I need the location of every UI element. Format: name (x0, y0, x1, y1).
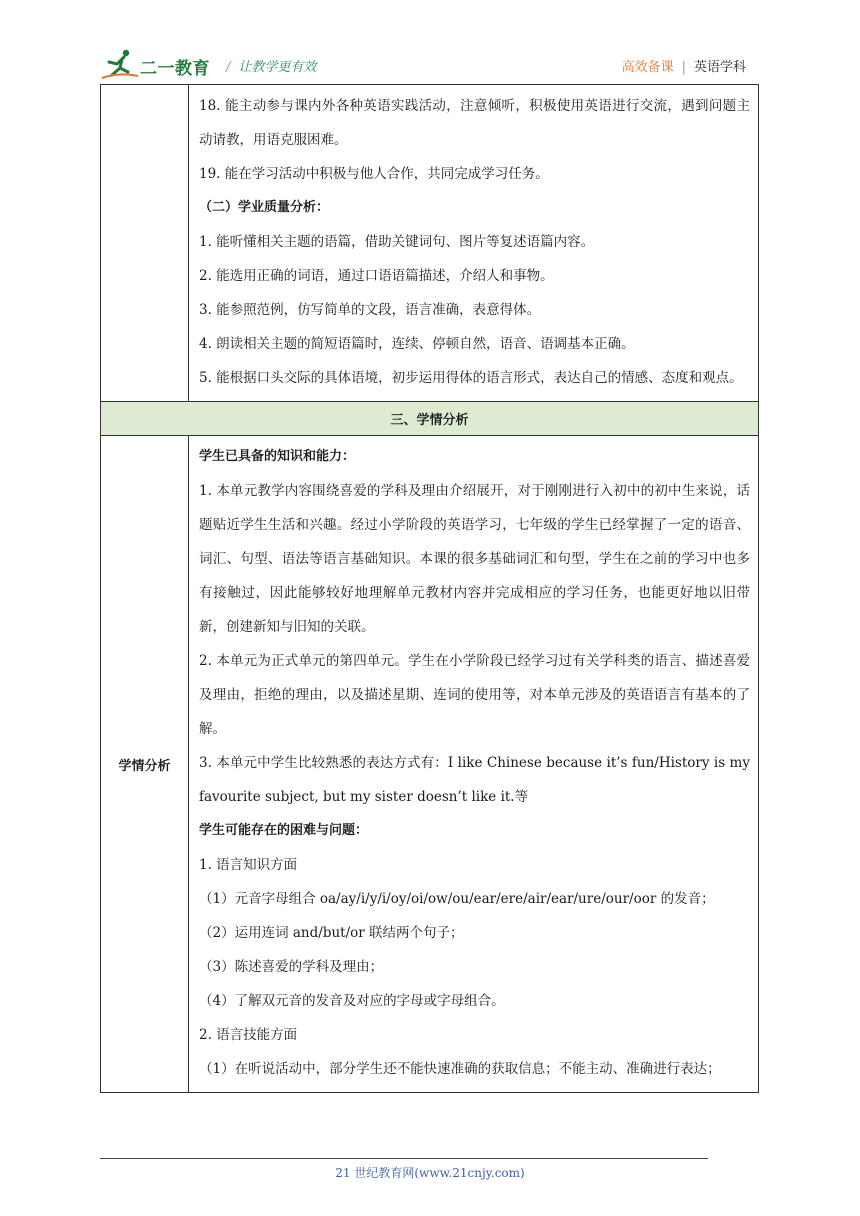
content-cell (189, 436, 759, 1093)
paragraph: 2. 语言技能方面 (199, 1027, 298, 1043)
paragraph: 2. 能选用正确的词语，通过口语语篇描述，介绍人和事物。 (199, 268, 554, 284)
paragraph: 1. 本单元教学内容围绕喜爱的学科及理由介绍展开，对于刚刚进行入初中的初中生来说，话题贴近学生生活和兴趣。经过小学阶段的英语学习，七年级的学生已经掌握了一定的语音、词汇、句型、语法等语言基础知识。本课的很多基础词汇和句型，学生在之前的学习中也多有接触过，因此能够较好地理解单元教材内容并完成相应的学习任务，也能更好地以旧带新，创建新知与旧知的关联。 (199, 483, 750, 635)
paragraph: （4）了解双元音的发音及对应的字母或字母组合。 (199, 993, 505, 1009)
section-row (101, 402, 759, 436)
footer-text[interactable]: 21 世纪教育网(www.21cnjy.com) (335, 1166, 525, 1180)
paragraph: 3. 能参照范例，仿写简单的文段，语言准确，表意得体。 (199, 302, 541, 318)
paragraph: 19. 能在学习活动中积极与他人合作，共同完成学习任务。 (199, 166, 549, 182)
paragraph: （3）陈述喜爱的学科及理由； (199, 959, 384, 975)
paragraph: （1）在听说活动中，部分学生还不能快速准确的获取信息；不能主动、准确进行表达； (199, 1061, 721, 1077)
lesson-plan-table (100, 84, 759, 1093)
header-separator: | (681, 60, 686, 75)
row-label: 学情分析 (101, 436, 189, 1093)
empty-label-cell (101, 85, 189, 402)
logo-text: 二一教育 (140, 59, 210, 79)
paragraph: （1）元音字母组合 oa/ay/i/y/i/oy/oi/ow/ou/ear/ere/air/ear/ure/our/oor 的发音； (199, 891, 715, 907)
slogan (226, 56, 316, 75)
header-tag: 高效备课 (621, 60, 674, 75)
paragraph: 2. 本单元为正式单元的第四单元。学生在小学阶段已经学习过有关学科类的语言、描述喜爱及理由，拒绝的理由，以及描述星期、连词的使用等，对本单元涉及的英语语言有基本的了解。 (199, 653, 750, 737)
slogan-text: 让教学更有效 (238, 60, 317, 75)
paragraph: 5. 能根据口头交际的具体语境，初步运用得体的语言形式，表达自己的情感、态度和观点。 (199, 370, 743, 386)
table-row (101, 436, 759, 1093)
paragraph: 4. 朗读相关主题的简短语篇时，连续、停顿自然，语音、语调基本正确。 (199, 336, 635, 352)
slash-divider: / (226, 60, 231, 75)
content-cell (189, 85, 759, 402)
paragraph: 1. 能听懂相关主题的语篇，借助关键词句、图片等复述语篇内容。 (199, 234, 595, 250)
table-row (101, 85, 759, 402)
paragraph: 18. 能主动参与课内外各种英语实践活动，注意倾听，积极使用英语进行交流，遇到问题主动请教，用语克服困难。 (199, 98, 750, 148)
header-subject: 英语学科 (693, 60, 746, 75)
page-header (100, 44, 760, 84)
logo (100, 48, 220, 80)
subheading: （二）学业质量分析： (199, 200, 330, 215)
section-title: 三、学情分析 (101, 402, 759, 436)
runner-logo-icon (100, 48, 140, 80)
paragraph: 3. 本单元中学生比较熟悉的表达方式有：I like Chinese because it’s fun/History is my favourite subject, but my sister doesn’t like it.等 (199, 755, 750, 805)
header-right (622, 56, 746, 75)
footer-divider (100, 1158, 708, 1159)
subheading: 学生已具备的知识和能力： (199, 449, 356, 464)
paragraph: （2）运用连词 and/but/or 联结两个句子； (199, 925, 464, 941)
subheading: 学生可能存在的困难与问题： (199, 823, 369, 838)
paragraph: 1. 语言知识方面 (199, 857, 298, 873)
